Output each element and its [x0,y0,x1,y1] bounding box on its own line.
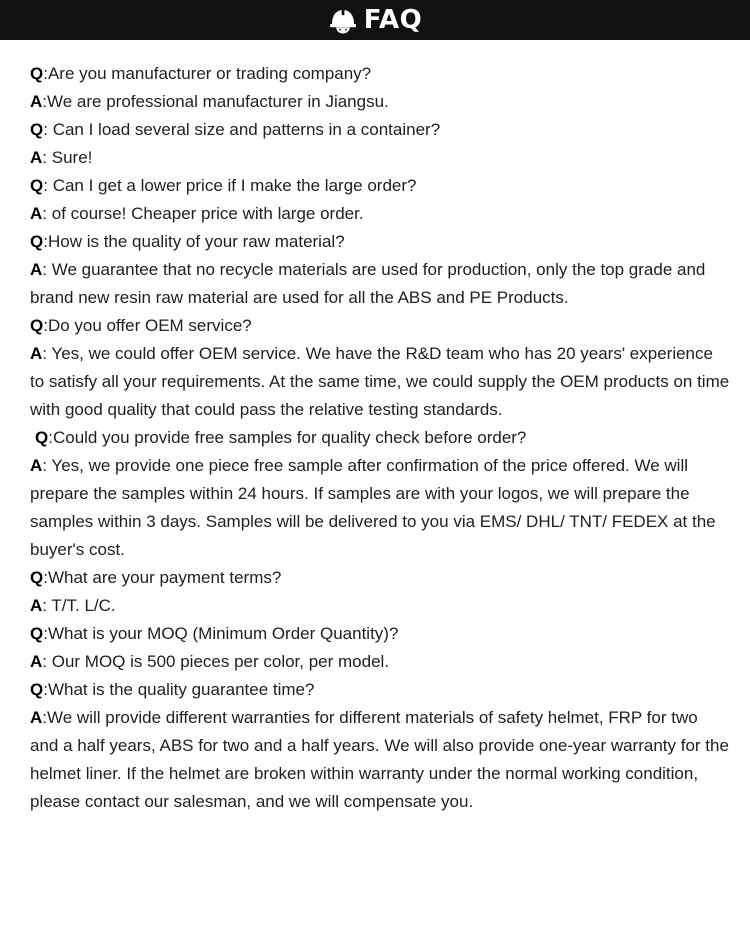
label-separator: : [42,344,52,363]
label-separator: : [43,120,53,139]
label-separator: : [43,176,53,195]
label-separator: : [43,680,48,699]
faq-answer [30,256,730,312]
label-separator: : [43,64,48,83]
faq-question [30,564,730,592]
question-text: How is the quality of your raw material? [47,232,345,251]
answer-label: A [30,596,43,615]
answer-label: A [30,344,43,363]
faq-list [30,60,730,816]
question-label: Q [30,680,44,699]
faq-answer [30,452,730,564]
faq-question [30,424,730,452]
question-label: Q [35,428,49,447]
question-text: Can I get a lower price if I make the large order? [52,176,417,195]
question-label: Q [30,64,44,83]
faq-question [30,312,730,340]
question-label: Q [30,568,44,587]
question-text: What is your MOQ (Minimum Order Quantity)? [47,624,399,643]
answer-label: A [30,260,43,279]
faq-answer [30,144,730,172]
faq-question [30,116,730,144]
answer-label: A [30,92,43,111]
answer-text: We guarantee that no recycle materials are used for production, only the top grade and brand new resin raw material are used for all the ABS and PE Products. [30,260,706,307]
question-label: Q [30,176,44,195]
answer-text: of course! Cheaper price with large order. [51,204,364,223]
label-separator: : [42,596,52,615]
answer-label: A [30,456,43,475]
question-text: What is the quality guarantee time? [47,680,315,699]
label-separator: : [42,92,48,111]
question-text: Can I load several size and patterns in a container? [52,120,441,139]
faq-question [30,676,730,704]
question-label: Q [30,316,44,335]
label-separator: : [43,232,48,251]
question-label: Q [30,232,44,251]
label-separator: : [42,456,52,475]
faq-answer [30,704,730,816]
label-separator: : [42,204,52,223]
faq-answer [30,88,730,116]
faq-question [30,620,730,648]
faq-header [0,0,750,40]
label-separator: : [43,316,48,335]
label-separator: : [42,708,48,727]
label-separator: : [42,260,52,279]
label-separator: : [48,428,53,447]
answer-text: We will provide different warranties for different materials of safety helmet, FRP for two and a half years, ABS for two and a half years. We will also provide one-year warranty for the helmet liner. If the helmet are broken within warranty under the normal working condition, please contact our salesman, and we will compensate you. [30,708,729,811]
label-separator: : [43,568,48,587]
answer-text: Our MOQ is 500 pieces per color, per model. [51,652,390,671]
helmet-icon [328,5,358,35]
label-separator: : [42,148,52,167]
faq-answer [30,200,730,228]
label-separator: : [42,652,52,671]
answer-label: A [30,652,43,671]
answer-text: Sure! [51,148,93,167]
faq-question [30,172,730,200]
label-separator: : [43,624,48,643]
answer-text: Yes, we could offer OEM service. We have the R&D team who has 20 years' experience to satisfy all your requirements. At the same time, we could supply the OEM products on time with good quality that could pass the relative testing standards. [30,344,730,419]
faq-answer [30,340,730,424]
answer-label: A [30,204,43,223]
answer-text: We are professional manufacturer in Jiangsu. [47,92,389,111]
question-label: Q [30,120,44,139]
faq-answer [30,592,730,620]
faq-question [30,228,730,256]
header-title-group [328,0,423,40]
faq-question [30,60,730,88]
answer-text: T/T. L/C. [51,596,116,615]
answer-text: Yes, we provide one piece free sample after confirmation of the price offered. We will prepare the samples within 24 hours. If samples are with your logos, we will prepare the samples within 3 days. Samples will be delivered to you via EMS/ DHL/ TNT/ FEDEX at the buyer's cost. [30,456,716,559]
question-text: What are your payment terms? [47,568,282,587]
question-text: Are you manufacturer or trading company? [47,64,372,83]
answer-label: A [30,708,43,727]
question-text: Do you offer OEM service? [47,316,252,335]
faq-answer [30,648,730,676]
answer-label: A [30,148,43,167]
question-text: Could you provide free samples for quality check before order? [52,428,527,447]
page-title: FAQ [363,5,423,35]
question-label: Q [30,624,44,643]
